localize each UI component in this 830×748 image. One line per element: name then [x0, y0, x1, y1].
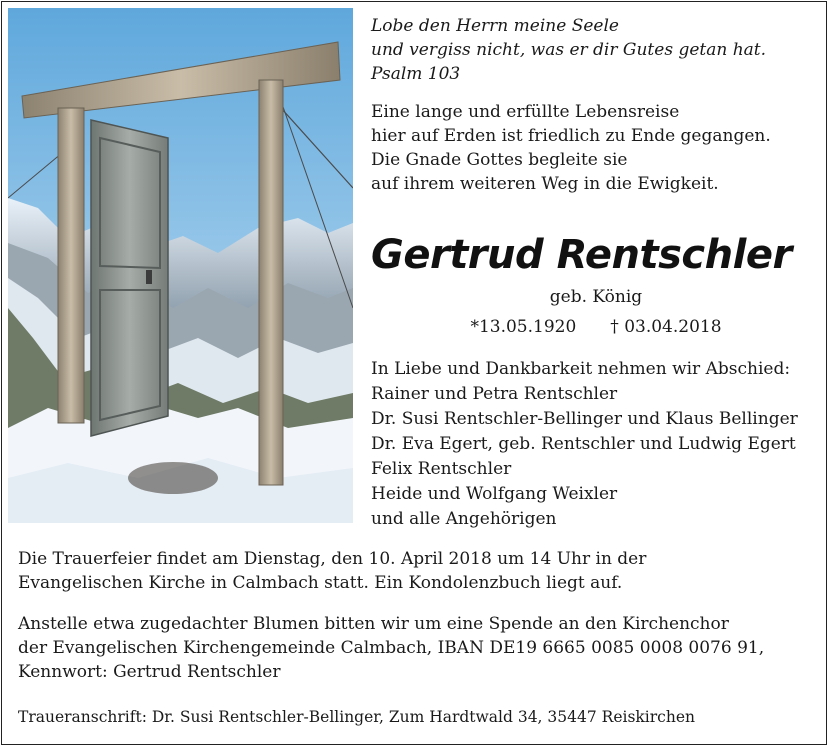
verse-line: und vergiss nicht, was er dir Gutes getan hat.: [371, 40, 767, 60]
death-date: † 03.04.2018: [610, 317, 722, 337]
mourning-address: Traueranschrift: Dr. Susi Rentschler-Bellinger, Zum Hardtwald 34, 35447 Reiskirchen: [18, 708, 695, 726]
mourner-entry: Heide und Wolfgang Weixler: [371, 484, 618, 504]
intro-line: hier auf Erden ist friedlich zu Ende gegangen.: [371, 126, 771, 146]
mourner-entry: und alle Angehörigen: [371, 509, 557, 529]
ceremony-line: Die Trauerfeier findet am Dienstag, den 10. April 2018 um 14 Uhr in der: [18, 549, 647, 569]
mourner-entry: Rainer und Petra Rentschler: [371, 384, 618, 404]
intro-text: [371, 100, 821, 196]
mourners-list: [371, 357, 826, 532]
mourner-entry: Felix Rentschler: [371, 459, 512, 479]
memorial-photo: [8, 8, 353, 523]
ceremony-info: [18, 547, 818, 595]
life-dates: [371, 315, 821, 339]
intro-line: auf ihrem weiteren Weg in die Ewigkeit.: [371, 174, 719, 194]
birth-date: *13.05.1920: [470, 317, 577, 337]
donation-line: Anstelle etwa zugedachter Blumen bitten wir um eine Spende an den Kirchenchor: [18, 614, 729, 634]
mourners-heading: In Liebe und Dankbarkeit nehmen wir Abschied:: [371, 359, 791, 379]
mourner-entry: Dr. Eva Egert, geb. Rentschler und Ludwig Egert: [371, 434, 796, 454]
ceremony-line: Evangelischen Kirche in Calmbach statt. Ein Kondolenzbuch liegt auf.: [18, 573, 623, 593]
verse-reference: Psalm 103: [371, 64, 461, 84]
intro-line: Eine lange und erfüllte Lebensreise: [371, 102, 680, 122]
deceased-name: Gertrud Rentschler: [371, 232, 792, 278]
donation-info: [18, 612, 818, 684]
verse-block: [371, 14, 821, 196]
door-in-mountains-image: [8, 8, 353, 523]
intro-line: Die Gnade Gottes begleite sie: [371, 150, 628, 170]
mourner-entry: Dr. Susi Rentschler-Bellinger und Klaus Bellinger: [371, 409, 798, 429]
donation-line: Kennwort: Gertrud Rentschler: [18, 662, 281, 682]
verse-line: Lobe den Herrn meine Seele: [371, 16, 619, 36]
birth-name: geb. König: [549, 287, 643, 307]
donation-line: der Evangelischen Kirchengemeinde Calmbach, IBAN DE19 6665 0085 0008 0076 91,: [18, 638, 765, 658]
bible-verse: [371, 14, 821, 86]
